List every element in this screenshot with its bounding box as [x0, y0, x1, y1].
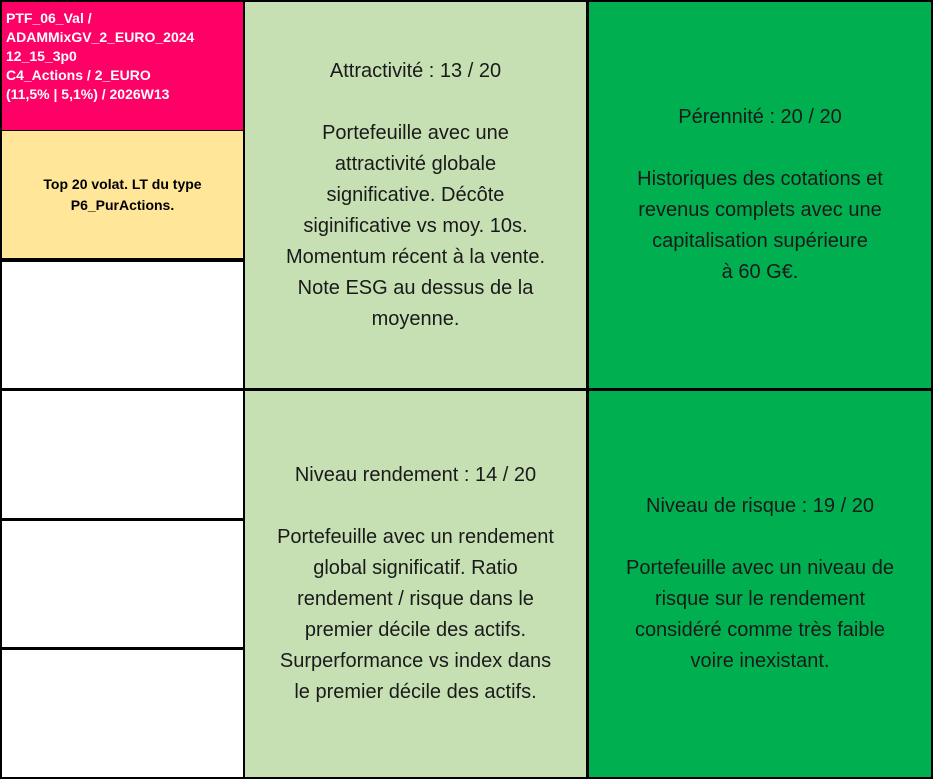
portfolio-description [0, 130, 244, 260]
empty-cell-4 [0, 648, 244, 779]
risque-panel [587, 389, 933, 779]
attractivite-body: Portefeuille avec une attractivité globale significative. Décôte siginificative vs moy. 10s. Momentum récent à la vente. Note ESG au dessus de la moyenne. [285, 121, 545, 330]
header-line-1: PTF_06_Val / [6, 10, 92, 26]
risque-body: Portefeuille avec un niveau de risque sur le rendement considéré comme très faible voire inexistant. [626, 557, 894, 672]
perennite-panel [587, 0, 933, 390]
description-text: Top 20 volat. LT du type P6_PurActions. [43, 175, 202, 213]
portfolio-header [0, 0, 244, 131]
attractivite-title: Attractivité : 13 / 20 [329, 59, 502, 82]
perennite-body: Historiques des cotations et revenus complets avec une capitalisation supérieure à 60 G€. [637, 168, 883, 283]
rendement-panel [243, 389, 588, 779]
empty-cell-3 [0, 519, 244, 649]
header-line-3: 12_15_3p0 [6, 48, 77, 64]
empty-cell-2 [0, 389, 244, 520]
header-line-2: ADAMMixGV_2_EURO_2024 [6, 29, 195, 45]
header-line-4: C4_Actions / 2_EURO [6, 67, 151, 83]
risque-title: Niveau de risque : 19 / 20 [646, 495, 874, 517]
perennite-title: Pérennité : 20 / 20 [678, 106, 842, 128]
rendement-body: Portefeuille avec un rendement global significatif. Ratio rendement / risque dans le premier décile des actifs. Surperformance vs index dans le premier décile des actifs. [277, 526, 554, 703]
rendement-title: Niveau rendement : 14 / 20 [294, 464, 537, 486]
attractivite-panel [243, 0, 588, 390]
header-line-5: (11,5% | 5,1%) / 2026W13 [6, 86, 170, 102]
empty-cell-1 [0, 260, 244, 390]
